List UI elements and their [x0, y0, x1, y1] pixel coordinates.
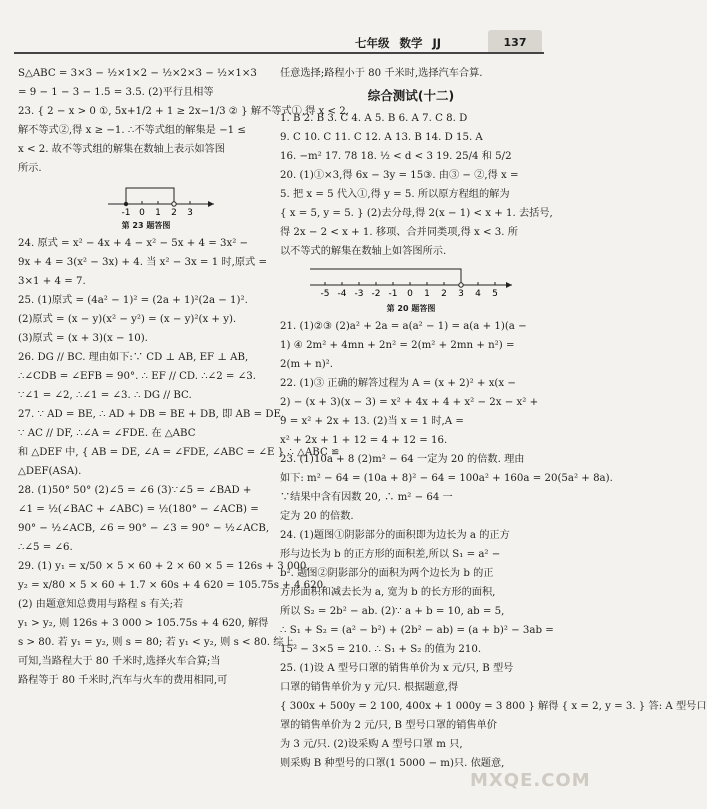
answer-line: 形与边长为 b 的正方形的面积差,所以 S₁ = a² −	[280, 549, 501, 560]
answer-line: x < 2. 故不等式组的解集在数轴上表示如答图	[18, 144, 225, 155]
answer-line: 则采购 B 种型号的口罩(1 5000 − m)只. 依题意,	[280, 758, 505, 769]
answer-line: ∴∠CDB = ∠EFB = 90°. ∴ EF // CD. ∴∠2 = ∠3.	[18, 371, 256, 382]
tick-label: -5	[320, 289, 330, 299]
tick-label: 4	[475, 289, 481, 299]
answer-line: (3)原式 = (x + 3)(x − 10).	[18, 333, 148, 344]
answer-line: 路程等于 80 千米时,汽车与火车的费用相同,可	[18, 675, 228, 686]
answer-line: 9 = x² + 2x + 13. (2)当 x = 1 时,A =	[280, 416, 464, 427]
answer-line: 90° − ½∠ACB, ∠6 = 90° − ∠3 = 90° − ½∠ACB,	[18, 523, 270, 534]
tick-label: 3	[458, 289, 464, 299]
answer-line: 如下: m² − 64 = (10a + 8)² − 64 = 100a² + 160a = 20(5a² + 8a).	[280, 473, 613, 484]
figure-23-caption: 第 23 题答图	[121, 221, 171, 230]
answer-line: 任意选择;路程小于 80 千米时,选择汽车合算.	[280, 68, 483, 79]
right-column	[280, 64, 707, 773]
answer-line: ∴∠5 = ∠6.	[18, 542, 73, 553]
tick-label: -1	[388, 289, 398, 299]
figure-23	[18, 178, 274, 218]
tick-label: 2	[441, 289, 447, 299]
answer-line: x² + 2x + 1 + 12 = 4 + 12 = 16.	[280, 435, 448, 446]
tick-label: 3	[187, 208, 193, 218]
tick-label: 5	[492, 289, 498, 299]
axis-arrow	[208, 201, 214, 207]
closed-endpoint	[124, 202, 128, 206]
answer-line: ∠1 = ½(∠BAC + ∠ABC) = ½(180° − ∠ACB) =	[18, 504, 259, 515]
answer-line: 得 2x − 2 < x + 1. 移项、合并同类项,得 x < 3. 所	[280, 227, 518, 238]
tick-label: 1	[424, 289, 430, 299]
subject-label: 数学	[399, 36, 423, 50]
open-endpoint	[459, 283, 463, 287]
answer-line: 26. DG // BC. 理由如下:∵ CD ⊥ AB, EF ⊥ AB,	[18, 352, 249, 363]
page-header	[0, 0, 560, 58]
tick-label: 0	[139, 208, 145, 218]
answer-line: 25. (1)原式 = (4a² − 1)² = (2a + 1)²(2a − 1)².	[18, 295, 248, 306]
answer-line: 22. (1)③ 正确的解答过程为 A = (x + 2)² + x(x −	[280, 378, 516, 389]
answer-line: 所示.	[18, 163, 42, 174]
figure-20-caption: 第 20 题答图	[386, 304, 436, 313]
right-answers-mid	[280, 109, 553, 261]
answer-line: ∵ AC // DF, ∴∠A = ∠FDE. 在 △ABC	[18, 428, 196, 439]
answer-line: 9x + 4 = 3(x² − 3x) + 4. 当 x² − 3x = 1 时,原式 =	[18, 257, 268, 268]
answer-line: 24. (1)题图①阴影部分的面积即为边长为 a 的正方	[280, 530, 510, 541]
number-line-23	[18, 178, 274, 218]
answer-line: 定为 20 的倍数.	[280, 511, 354, 522]
tick-label: 1	[155, 208, 161, 218]
answer-line: 25. (1)设 A 型号口罩的销售单价为 x 元/只, B 型号	[280, 663, 514, 674]
answer-line: ∴ S₁ + S₂ = (a² − b²) + (2b² − ab) = (a + b)² − 3ab =	[280, 625, 554, 636]
answer-line: 解不等式②,得 x ≥ −1. ∴不等式组的解集是 −1 ≤	[18, 125, 246, 136]
answer-line: 和 △DEF 中, { AB = DE, ∠A = ∠FDE, ∠ABC = ∠E } ∴ △ABC ≌	[18, 447, 340, 458]
answer-line: 27. ∵ AD = BE, ∴ AD + DB = BE + DB, 即 AB = DE.	[18, 409, 285, 420]
figure-20	[280, 261, 542, 301]
header-tag	[355, 33, 485, 53]
axis-arrow	[506, 282, 512, 288]
answer-line: 1. B 2. B 3. C 4. A 5. B 6. A 7. C 8. D	[280, 113, 468, 124]
answer-line: (2) 由题意知总费用与路程 s 有关;若	[18, 599, 184, 610]
answer-line: ∵结果中含有因数 20, ∴ m² − 64 一	[280, 492, 453, 503]
answer-line: △DEF(ASA).	[18, 466, 82, 477]
answer-line: b². 题图②阴影部分的面积为两个边长为 b 的正	[280, 568, 494, 579]
answer-line: 口罩的销售单价为 y 元/只. 根据题意,得	[280, 682, 459, 693]
answer-line: 3×1 + 4 = 7.	[18, 276, 86, 287]
answer-line: 28. (1)50° 50° (2)∠5 = ∠6 (3)∵∠5 = ∠BAD +	[18, 485, 252, 496]
number-line-20	[280, 261, 542, 301]
tick-label: -1	[121, 208, 131, 218]
right-answers-top	[280, 64, 542, 83]
answer-line: 29. (1) y₁ = x/50 × 5 × 60 + 2 × 60 × 5 = 126s + 3 000,	[18, 561, 310, 572]
answer-line: { x = 5, y = 5. } (2)去分母,得 2(x − 1) < x + 1. 去括号,	[280, 208, 553, 219]
tick-label: 0	[407, 289, 413, 299]
answer-line: 2(m + n)².	[280, 359, 333, 370]
watermark: MXQE.COM	[470, 770, 591, 791]
answer-line: 5. 把 x = 5 代入①,得 y = 5. 所以原方程组的解为	[280, 189, 510, 200]
tick-label: 2	[171, 208, 177, 218]
answer-line: ∵∠1 = ∠2, ∴∠1 = ∠3. ∴ DG // BC.	[18, 390, 192, 401]
answer-line: 2) − (x + 3)(x − 3) = x² + 4x + 4 + x² − 2x − x² +	[280, 397, 539, 408]
answer-line: 23. { 2 − x > 0 ①, 5x+1/2 + 1 ≥ 2x−1/3 ② } 解不等式①,得 x < 2.	[18, 106, 349, 117]
tick-label: -3	[354, 289, 364, 299]
grade-label: 七年级	[355, 36, 390, 50]
answer-line: { 300x + 500y = 2 100, 400x + 1 000y = 3 800 } 解得 { x = 2, y = 3. } 答: A 型号口	[280, 701, 707, 712]
answer-line: 9. C 10. C 11. C 12. A 13. B 14. D 15. A	[280, 132, 483, 143]
open-endpoint	[172, 202, 176, 206]
answer-line: S△ABC = 3×3 − ½×1×2 − ½×2×3 − ½×1×3	[18, 68, 257, 79]
answer-line: 15² − 3×5 = 210. ∴ S₁ + S₂ 的值为 210.	[280, 644, 482, 655]
tick-label: -2	[371, 289, 381, 299]
answer-line: 21. (1)②③ (2)a² + 2a = a(a² − 1) = a(a + 1)(a −	[280, 321, 527, 332]
solution-bracket	[126, 188, 174, 204]
left-answers-top	[18, 64, 349, 178]
answer-line: 24. 原式 = x² − 4x + 4 − x² − 5x + 4 = 3x² −	[18, 238, 249, 249]
answer-line: 23. (1)10a + 8 (2)m² − 64 一定为 20 的倍数. 理由	[280, 454, 525, 465]
answer-line: 为 3 元/只. (2)设采购 A 型号口罩 m 只,	[280, 739, 463, 750]
answer-line: s > 80. 若 y₁ = y₂, 则 s = 80; 若 y₁ < y₂, 则 s < 80. 综上	[18, 637, 294, 648]
answer-line: y₂ = x/80 × 5 × 60 + 1.7 × 60s + 4 620 = 105.75s + 4 620.	[18, 580, 327, 591]
answer-line: 1) ④ 2m² + 4mn + 2n² = 2(m² + 2mn + n²) =	[280, 340, 515, 351]
right-answers-bottom	[280, 317, 707, 773]
answer-line: y₁ > y₂, 则 126s + 3 000 > 105.75s + 4 620, 解得	[18, 618, 269, 629]
answer-line: 16. −m² 17. 78 18. ½ < d < 3 19. 25/4 和 5/2	[280, 151, 512, 162]
answer-line: 所以 S₂ = 2b² − ab. (2)∵ a + b = 10, ab = 5,	[280, 606, 505, 617]
answer-line: 可知,当路程大于 80 千米时,选择火车合算;当	[18, 656, 221, 667]
page-number: 137	[488, 30, 542, 54]
edition-label: JJ	[432, 36, 442, 50]
answer-line: (2)原式 = (x − y)(x² − y²) = (x − y)²(x + y).	[18, 314, 237, 325]
tick-label: -4	[337, 289, 347, 299]
answer-line: 罩的销售单价为 2 元/只, B 型号口罩的销售单价	[280, 720, 497, 731]
section-title: 综合测试(十二)	[367, 88, 455, 103]
answer-line: 以不等式的解集在数轴上如答图所示.	[280, 246, 447, 257]
answer-line: 方形面积和减去长为 a, 宽为 b 的长方形的面积,	[280, 587, 496, 598]
answer-line: 20. (1)①×3,得 6x − 3y = 15③. 由③ − ②,得 x =	[280, 170, 519, 181]
answer-line: = 9 − 1 − 3 − 1.5 = 3.5. (2)平行且相等	[18, 87, 214, 98]
header-rule	[14, 52, 544, 54]
solution-ray	[310, 269, 461, 285]
